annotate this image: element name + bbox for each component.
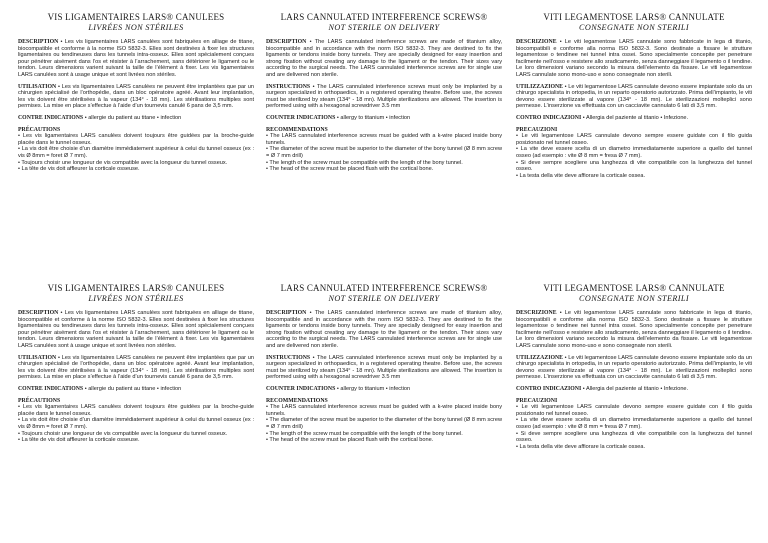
- section-text: • Le viti legamentose LARS cannulate devono essere impiantate solo da un chirurgo specialista in ortopedia, in un reparto operatorio autorizzato. Prima dell’impianto, le viti devono essere sterilizzate al vapore (134° - 18 mn). Le sterilizzazioni molteplici sono permesse. L’inserzione va effettuata con un cacciavite cannulato 6 lati di 3,5 mm.: [516, 354, 753, 381]
- precaution-item: • La testa della vite deve affiorare la corticale ossea.: [516, 443, 646, 450]
- section-text: • allergie du patient au titane • infection: [84, 114, 182, 121]
- panel-title: VIS LIGAMENTAIRES LARS® CANULEES: [47, 283, 225, 293]
- precaution-item: • La tête de vis doit affleurer la corticale osseuse.: [18, 437, 140, 444]
- precaution-item: • La testa della vite deve affiorare la corticale ossea.: [516, 172, 646, 179]
- panel-subtitle: CONSEGNATE NON STERILI: [579, 23, 689, 32]
- section-text: • Le viti legamentose LARS cannulate sono fabbricate in lega di titanio, biocompatibili e conforme alla norma ISO 5832-3. Sono destinate a fissare le strutture legamentose o tendinee nei tunnel intra ossei. Sono specialmente concepite per penetrare facilmente nell’osso e resistere allo sradicamento, senza danneggiare il legamento o il tendine. Le loro dimensioni variano secondo la misura dell’elemento da fissare. Le viti legamentose LARS cannulate sono mono-uso e sono consegnate non sterili.: [516, 310, 752, 349]
- precautions-section: [18, 127, 254, 173]
- panel-subtitle: NOT STERILE ON DELIVERY: [328, 294, 440, 303]
- description-section: [516, 39, 752, 79]
- precautions-section: [18, 398, 254, 444]
- precautions-section: [516, 127, 752, 180]
- section-text: • Allergia del paziente al titanio • Infezione.: [582, 114, 689, 121]
- panel-subtitle: LIVRÉES NON STÉRILES: [88, 23, 184, 32]
- precaution-item: • Les vis ligamentaires LARS canulées doivent toujours être guidées par la broche-guide placée dans le tunnel osseux.: [18, 133, 254, 146]
- precaution-item: • La vis doit être choisie d’un diamètre immédiatement supérieur à celui du tunnel osseux (ex : vis Ø 8mm = foret Ø 7 mm).: [18, 417, 254, 430]
- section-text: • allergy to titanium • infection: [336, 385, 411, 392]
- section-label: DESCRIPTION: [18, 310, 59, 316]
- panel-title: VITI LEGAMENTOSE LARS® CANNULATE: [543, 283, 725, 293]
- precaution-item: • La vite deve essere scelta di un diametro immediatamente superiore a quello del tunnel osseo (ad esempio : vite Ø 8 mm = fresa Ø 7 mm).: [516, 146, 752, 159]
- precaution-item: • Toujours choisir une longueur de vis compatible avec la longueur du tunnel osseux.: [18, 430, 228, 437]
- instructions-section: [266, 84, 502, 110]
- panel-en-bottom: [266, 283, 502, 449]
- description-section: [266, 310, 502, 350]
- precaution-item: • The diameter of the screw must be superior to the diameter of the bony tunnel (Ø 8 mm screw = Ø 7 mm drill): [266, 146, 502, 159]
- precaution-item: • Le viti legamentose LARS cannulate devono sempre essere guidate con il filo guida posizionato nel tunnel osseo.: [516, 404, 752, 417]
- description-section: [266, 39, 502, 79]
- panel-subtitle: NOT STERILE ON DELIVERY: [328, 23, 440, 32]
- panel-fr-top: [18, 12, 254, 178]
- precautions-section: [516, 398, 752, 451]
- section-text: • The LARS cannulated interference screws are made of titanium alloy, biocompatible and in accordance with the norm ISO 5832-3. They are destined to fix the ligaments or tendons inside bony tunnels. They are specially designed for easy insertion and strong fixation without creating any damage to the ligament or the tendon. Their sizes vary according to the surgical needs. The LARS cannulated interference screws are for single use and are delivered non sterile.: [266, 310, 502, 349]
- panel-en-top: [266, 12, 502, 178]
- panel-fr-bottom: [18, 283, 254, 449]
- section-text: • Les vis ligamentaires LARS canulées sont fabriquées en alliage de titane, biocompatible et conforme à la norme ISO 5832-3. Elles sont destinées à fixer les structures ligamentaires ou tendineuses dans les tunnels intra-osseux. Elles sont spécialement conçues pour pénétrer aisément dans l’os et résister à l’arrachement, sans détériorer le ligament ou le tendon. Leurs dimensions varient suivant la taille de l’élément à fixer. Les vis ligamentaires LARS canulées sont à usage unique et sont livrées non stériles.: [18, 310, 254, 349]
- section-label: UTILISATION: [18, 83, 57, 90]
- panel-it-top: [516, 12, 752, 184]
- section-label: COUNTER INDICATIONS: [266, 114, 336, 121]
- precaution-item: • Le viti legamentose LARS cannulate devono sempre essere guidate con il filo guida posizionato nel tunnel osseo.: [516, 133, 752, 146]
- section-label: INSTRUCTIONS: [266, 354, 311, 361]
- section-text: • Les vis ligamentaires LARS canulées ne peuvent être implantées que par un chirurgien spécialisé de l’orthopédie, dans un bloc opératoire agréé. Avant leur implantation, les vis doivent être stérilisées à la vapeur (134° - 18 mn). Les stérilisations multiples sont permises. La mise en place s’effectue à l’aide d’un tournevis canulé 6 pans de 3,5 mm.: [18, 354, 254, 381]
- section-label: PRÉCAUTIONS: [18, 126, 61, 133]
- section-text: • The LARS cannulated interference screws must only be implanted by a surgeon specialized in orthopaedics, in a registered operating theatre. Before use, the screws must be sterilized by steam (134° - 18 mn). Multiple sterilizations are allowed. The insertion is performed using with a hexagonal screwdriver 3.5 mm: [266, 354, 502, 381]
- section-text: • allergy to titanium • infection: [336, 114, 411, 121]
- precaution-item: • The LARS cannulated interference screws must be guided with a k-wire placed inside bony tunnels.: [266, 404, 502, 417]
- section-label: INSTRUCTIONS: [266, 83, 311, 90]
- section-label: CONTRO INDICAZIONI: [516, 385, 582, 392]
- description-section: [18, 39, 254, 79]
- section-label: PRECAUZIONI: [516, 126, 558, 133]
- section-label: RECOMMENDATIONS: [266, 397, 328, 404]
- recommendations-section: [266, 398, 502, 444]
- section-label: UTILISATION: [18, 354, 57, 361]
- panel-it-bottom: [516, 283, 752, 455]
- section-label: UTILIZZAZIONE: [516, 83, 564, 90]
- precaution-item: • La tête de vis doit affleurer la corticale osseuse.: [18, 166, 140, 173]
- utilisation-section: [516, 355, 752, 381]
- precaution-item: • La vis doit être choisie d’un diamètre immédiatement supérieur à celui du tunnel osseux (ex : vis Ø 8mm = foret Ø 7 mm).: [18, 146, 254, 159]
- section-label: CONTRO INDICAZIONI: [516, 114, 582, 121]
- section-label: PRÉCAUTIONS: [18, 397, 61, 404]
- section-label: DESCRIPTION: [266, 39, 307, 45]
- description-section: [516, 310, 752, 350]
- panel-subtitle: LIVRÉES NON STÉRILES: [88, 294, 184, 303]
- contra-section: [516, 386, 752, 393]
- precaution-item: • The head of the screw must be placed flush with the cortical bone.: [266, 166, 434, 173]
- precaution-item: • The LARS cannulated interference screws must be guided with a k-wire placed inside bony tunnels.: [266, 133, 502, 146]
- section-label: RECOMMENDATIONS: [266, 126, 328, 133]
- description-section: [18, 310, 254, 350]
- precaution-item: • Si deve sempre scegliere una lunghezza di vite compatibile con la lunghezza del tunnel osseo.: [516, 430, 752, 444]
- precaution-item: • Les vis ligamentaires LARS canulées doivent toujours être guidées par la broche-guide placée dans le tunnel osseux.: [18, 404, 254, 417]
- section-label: DESCRIZIONE: [516, 310, 557, 316]
- contra-section: [516, 115, 752, 122]
- panel-title: LARS CANNULATED INTERFERENCE SCREWS®: [280, 283, 488, 293]
- section-text: • Les vis ligamentaires LARS canulées ne peuvent être implantées que par un chirurgien spécialisé de l’orthopédie, dans un bloc opératoire agréé. Avant leur implantation, les vis doivent être stérilisées à la vapeur (134° - 18 mn). Les stérilisations multiples sont permises. La mise en place s’effectue à l’aide d’un tournevis canulé 6 pans de 3,5 mm.: [18, 83, 254, 110]
- panel-subtitle: CONSEGNATE NON STERILI: [579, 294, 689, 303]
- utilisation-section: [18, 84, 254, 110]
- contra-section: [18, 115, 254, 122]
- precaution-item: • Toujours choisir une longueur de vis compatible avec la longueur du tunnel osseux.: [18, 159, 228, 166]
- section-text: • Le viti legamentose LARS cannulate sono fabbricate in lega di titanio, biocompatibili e conforme alla norma ISO 5832-3. Sono destinate a fissare le strutture legamentose o tendinee nei tunnel intra ossei. Sono specialmente concepite per penetrare facilmente nell’osso e resistere allo sradicamento, senza danneggiare il legamento o il tendine. Le loro dimensioni variano secondo la misura dell’elemento da fissare. Le viti legamentose LARS cannulate sono mono-uso e sono consegnate non sterili.: [516, 39, 752, 78]
- section-label: UTILIZZAZIONE: [516, 354, 564, 361]
- section-label: CONTRE INDICATIONS: [18, 385, 84, 392]
- section-text: • allergie du patient au titane • infection: [84, 385, 182, 392]
- section-label: CONTRE INDICATIONS: [18, 114, 84, 121]
- contra-section: [266, 386, 502, 393]
- precaution-item: • La vite deve essere scelta di un diametro immediatamente superiore a quello del tunnel osseo (ad esempio : vite Ø 8 mm = fresa Ø 7 mm).: [516, 417, 752, 430]
- section-text: • The LARS cannulated interference screws are made of titanium alloy, biocompatible and in accordance with the norm ISO 5832-3. They are destined to fix the ligaments or tendons inside bony tunnels. They are specially designed for easy insertion and strong fixation without creating any damage to the ligament or the tendon. Their sizes vary according to the surgical needs. The LARS cannulated interference screws are for single use and are delivered non sterile.: [266, 39, 502, 78]
- panel-title: VIS LIGAMENTAIRES LARS® CANULEES: [47, 12, 225, 22]
- utilisation-section: [18, 355, 254, 381]
- section-text: • The LARS cannulated interference screws must only be implanted by a surgeon specialized in orthopaedics, in a registered operating theatre. Before use, the screws must be sterilized by steam (134° - 18 mn). Multiple sterilizations are allowed. The insertion is performed using with a hexagonal screwdriver 3.5 mm: [266, 83, 502, 110]
- utilisation-section: [516, 84, 752, 110]
- section-text: • Les vis ligamentaires LARS canulées sont fabriquées en alliage de titane, biocompatible et conforme à la norme ISO 5832-3. Elles sont destinées à fixer les structures ligamentaires ou tendineuses dans les tunnels intra-osseux. Elles sont spécialement conçues pour pénétrer aisément dans l’os et résister à l’arrachement, sans détériorer le ligament ou le tendon. Leurs dimensions varient suivant la taille de l’élément à fixer. Les vis ligamentaires LARS canulées sont à usage unique et sont livrées non stériles.: [18, 39, 254, 78]
- precaution-item: • Si deve sempre scegliere una lunghezza di vite compatibile con la lunghezza del tunnel osseo.: [516, 159, 752, 173]
- section-label: DESCRIPTION: [266, 310, 307, 316]
- precaution-item: • The length of the screw must be compatible with the length of the bony tunnel.: [266, 430, 463, 437]
- section-text: • Le viti legamentose LARS cannulate devono essere impiantate solo da un chirurgo specialista in ortopedia, in un reparto operatorio autorizzato. Prima dell’impianto, le viti devono essere sterilizzate al vapore (134° - 18 mn). Le sterilizzazioni molteplici sono permesse. L’inserzione va effettuata con un cacciavite cannulato 6 lati di 3,5 mm.: [516, 83, 753, 110]
- section-label: DESCRIZIONE: [516, 39, 557, 45]
- contra-section: [18, 386, 254, 393]
- contra-section: [266, 115, 502, 122]
- instructions-section: [266, 355, 502, 381]
- panel-title: LARS CANNULATED INTERFERENCE SCREWS®: [280, 12, 488, 22]
- section-label: DESCRIPTION: [18, 39, 59, 45]
- section-text: • Allergia del paziente al titanio • Infezione.: [582, 385, 689, 392]
- precaution-item: • The length of the screw must be compatible with the length of the bony tunnel.: [266, 159, 463, 166]
- section-label: PRECAUZIONI: [516, 397, 558, 404]
- precaution-item: • The head of the screw must be placed flush with the cortical bone.: [266, 437, 434, 444]
- panel-title: VITI LEGAMENTOSE LARS® CANNULATE: [543, 12, 725, 22]
- section-label: COUNTER INDICATIONS: [266, 385, 336, 392]
- precaution-item: • The diameter of the screw must be superior to the diameter of the bony tunnel (Ø 8 mm screw = Ø 7 mm drill): [266, 417, 502, 430]
- recommendations-section: [266, 127, 502, 173]
